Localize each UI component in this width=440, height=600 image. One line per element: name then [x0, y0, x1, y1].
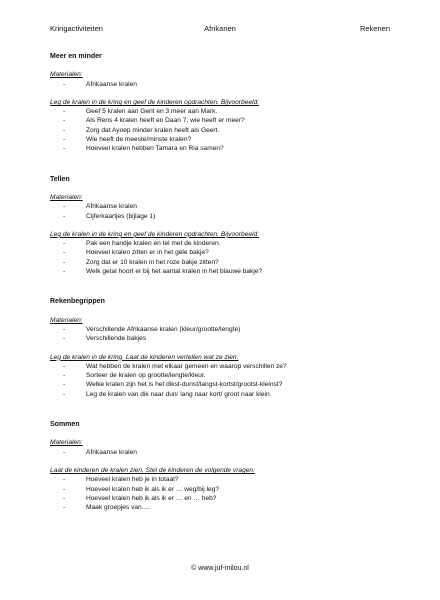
instruction: Leg de kralen in de kring en geef de kinderen opdrachten. Bijvoorbeeld:	[50, 230, 259, 238]
materials-label: Materialen:	[50, 439, 83, 447]
list-item: - Afrikaanse kralen	[50, 80, 390, 89]
list-item: - Afrikaanse kralen	[50, 202, 390, 211]
instruction: Leg de kralen in de kring. Laat de kinderen vertellen wat ze zien.	[50, 353, 239, 361]
page-header	[50, 24, 390, 36]
section-title: Sommen	[50, 421, 80, 429]
list-item: - Als Rens 4 kralen heeft en Daan 7, wie heeft er meer?	[50, 116, 390, 125]
list-item: - Hoeveel kralen heb ik als ik er … en … heb?	[50, 494, 390, 503]
document-body	[50, 52, 390, 533]
section-title: Rekenbegrippen	[50, 298, 105, 306]
section-title: Meer en minder	[50, 53, 102, 60]
list-item: - Geef 5 kralen aan Gerit en 3 meer aan Mark.	[50, 107, 390, 116]
materials-label: Materialen:	[50, 193, 83, 201]
list-item: - Welke kralen zijn het is het dikst-dunst/langst-kortst/grootst-kleinst?	[50, 380, 390, 389]
section-rekenbegrippen	[50, 297, 390, 399]
instruction: Laat de kinderen de kralen zien. Stel de kinderen de volgende vragen:	[50, 466, 255, 474]
materials-label: Materialen:	[50, 71, 83, 79]
materials-list	[50, 80, 390, 89]
task-list	[50, 107, 390, 153]
list-item: - Wat hebben de kralen met elkaar gemeen en waarop verschillen ze?	[50, 362, 390, 371]
list-item: - Leg de kralen van dik naar dun/ lang naar kort/ groot naar klein.	[50, 390, 390, 399]
task-list	[50, 239, 390, 276]
task-list	[50, 362, 390, 399]
list-item: - Hoeveel kralen heb ik als ik er … weg/bij leg?	[50, 485, 390, 494]
materials-label: Materialen:	[50, 316, 83, 324]
list-item: - Hoeveel kralen heb je in totaal?	[50, 475, 390, 484]
materials-list	[50, 202, 390, 221]
header-left: Kringactiviteiten	[50, 24, 103, 33]
list-item: - Maak groepjes van….	[50, 503, 390, 512]
list-item: - Pak een handje kralen en tel met de kinderen.	[50, 239, 390, 248]
task-list	[50, 475, 390, 512]
list-item: - Sorteer de kralen op grootte/lengte/kleur.	[50, 371, 390, 380]
list-item: - Wie heeft de meeste/minste kralen?	[50, 135, 390, 144]
materials-list	[50, 325, 390, 344]
list-item: - Zorg dat Ayoep minder kralen heeft als Geert.	[50, 126, 390, 135]
page-footer: © www.juf-milou.nl	[191, 565, 249, 572]
list-item: - Zorg dat er 10 kralen in het roze bakje zitten?	[50, 258, 390, 267]
instruction: Leg de kralen in de kring en geef de kinderen opdrachten. Bijvoorbeeld:	[50, 98, 259, 106]
list-item: - Verschillende bakjes	[50, 334, 390, 343]
header-center: Afrikanen	[204, 24, 236, 33]
section-sommen	[50, 420, 390, 512]
list-item: - Afrikaanse kralen	[50, 448, 390, 457]
list-item: - Verschillende Afrikaanse kralen (kleur/grootte/lengte)	[50, 325, 390, 334]
section-meer-en-minder	[50, 52, 390, 154]
list-item: - Welk getal hoort er bij het aantal kralen in het blauwe bakje?	[50, 267, 390, 276]
section-tellen	[50, 175, 390, 277]
header-right: Rekenen	[359, 24, 390, 33]
section-title: Tellen	[50, 175, 70, 183]
list-item: - Hoeveel kralen zitten er in het gele bakje?	[50, 248, 390, 257]
list-item: - Cijferkaartjes (bijlage 1)	[50, 212, 390, 221]
list-item: - Hoeveel kralen hebben Tamara en Ria samen?	[50, 144, 390, 153]
materials-list	[50, 448, 390, 457]
